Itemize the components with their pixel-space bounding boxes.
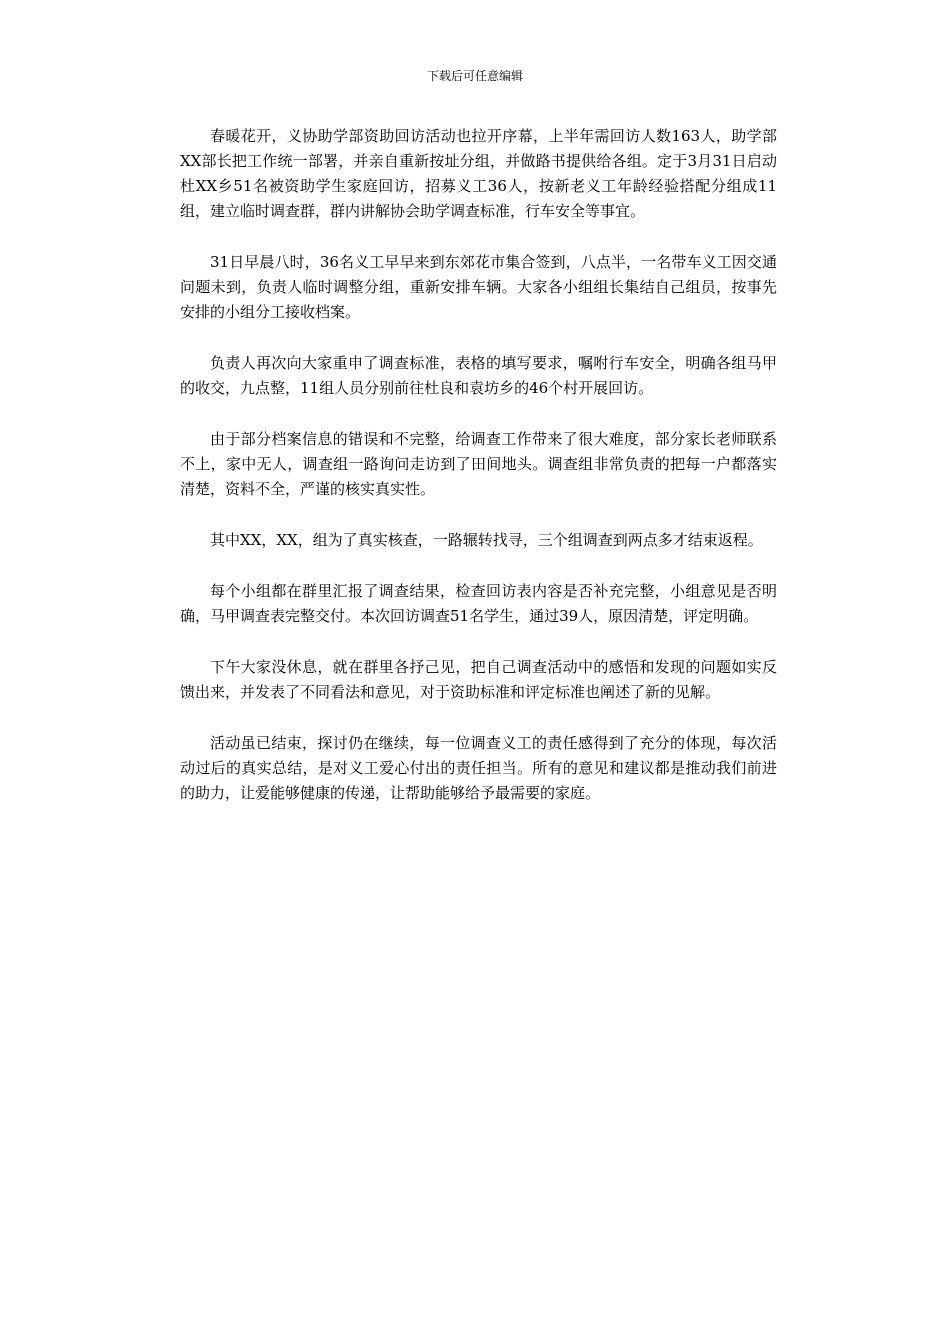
paragraph-8: 活动虽已结束，探讨仍在继续，每一位调查义工的责任感得到了充分的体现，每次活动过后的真实总结，是对义工爱心付出的责任担当。所有的意见和建议都是推动我们前进的助力，让爱能够健康的传递，让帮助能够给予最需要的家庭。 [180,734,777,802]
paragraph-5: 其中XX，XX，组为了真实核查，一路辗转找寻，三个组调查到两点多才结束返程。 [210,531,763,549]
paragraph-7: 下午大家没休息，就在群里各抒己见，把自己调查活动中的感悟和发现的问题如实反馈出来，并发表了不同看法和意见，对于资助标准和评定标准也阐述了新的见解。 [180,658,777,701]
document-body [180,124,777,832]
paragraph-1: 春暖花开，义协助学部资助回访活动也拉开序幕，上半年需回访人数163人，助学部XX部长把工作统一部署，并亲自重新按址分组，并做路书提供给各组。定于3月31日启动杜XX乡51名被资助学生家庭回访，招募义工36人，按新老义工年龄经验搭配分组成11组，建立临时调查群，群内讲解协会助学调查标准，行车安全等事宜。 [180,127,777,220]
paragraph-4: 由于部分档案信息的错误和不完整，给调查工作带来了很大难度，部分家长老师联系不上，家中无人，调查组一路询问走访到了田间地头。调查组非常负责的把每一户都落实清楚，资料不全，严谨的核实真实性。 [180,430,777,498]
paragraph-2: 31日早晨八时，36名义工早早来到东郊花市集合签到，八点半，一名带车义工因交通问题未到，负责人临时调整分组，重新安排车辆。大家各小组组长集结自己组员，按事先安排的小组分工接收档案。 [180,253,777,321]
paragraph-3: 负责人再次向大家重申了调查标准，表格的填写要求，嘱咐行车安全，明确各组马甲的收交，九点整，11组人员分别前往杜良和袁坊乡的46个村开展回访。 [180,354,777,397]
header-note: 下载后可任意编辑 [426,69,523,83]
paragraph-6: 每个小组都在群里汇报了调查结果，检查回访表内容是否补充完整，小组意见是否明确，马甲调查表完整交付。本次回访调查51名学生，通过39人，原因清楚，评定明确。 [180,582,777,625]
